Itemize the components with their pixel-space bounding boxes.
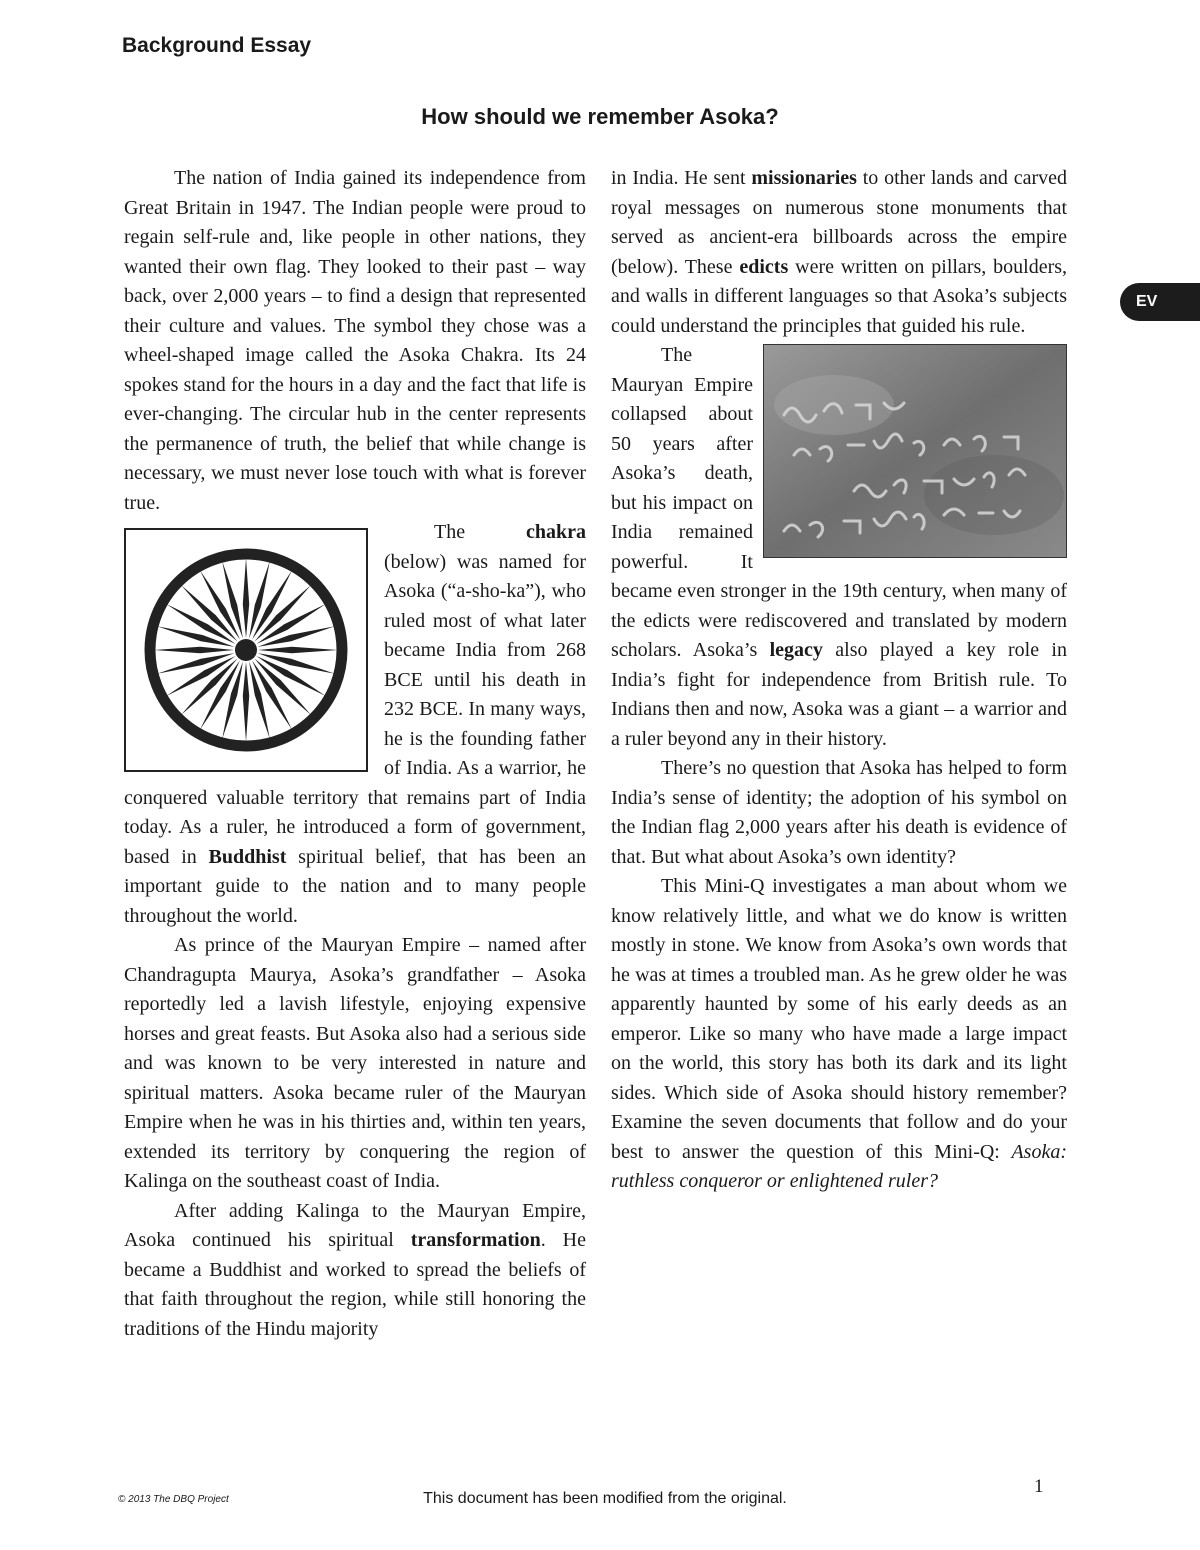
term-missionaries: missionaries xyxy=(751,167,857,189)
page-title: How should we remember Asoka? xyxy=(421,104,779,129)
chakra-spoke xyxy=(258,647,338,653)
page-number: 1 xyxy=(1034,1476,1044,1497)
chakra-text-e: spiritual belief, that has been an important guide to the nation and to many people throughout the world. xyxy=(124,845,587,927)
chakra-text-c: (below) was named for Asoka (“a-sho-ka”), who ruled most of what later became India from 268 BCE until his death in 232 BCE. In many ways, he is the founding father of India. As a warrior, he conquered valuable territory that remains part of India today. As a ruler, he introduced a form of government, based in xyxy=(124,550,586,868)
stone-inscription-icon xyxy=(764,345,1067,558)
modification-note: This document has been modified from the original. xyxy=(423,1490,787,1507)
left-column xyxy=(124,164,586,1344)
kalinga-text-a: After adding Kalinga to the Mauryan Empire, Asoka continued his spiritual xyxy=(124,1199,586,1251)
paragraph-missionaries xyxy=(611,164,1067,341)
paragraph-mini-q xyxy=(611,872,1067,1197)
chakra-text-a: The xyxy=(434,521,526,543)
chakra-spoke xyxy=(154,647,234,653)
paragraph-independence: The nation of India gained its independence from Great Britain in 1947. The Indian people were proud to regain self-rule and, like people in other nations, they wanted their own flag. They looked to their past – way back, over 2,000 years – to find a design that represented their culture and values. The symbol they chose was a wheel-shaped image called the Asoka Chakra. Its 24 spokes stand for the hours in a day and the fact that life is ever-changing. The circular hub in the center represents the permanence of truth, the belief that while change is necessary, we must never lose touch with what is forever true. xyxy=(124,167,586,514)
term-chakra: chakra xyxy=(526,521,586,543)
term-transformation: transformation xyxy=(410,1229,541,1251)
ev-side-tab: EV xyxy=(1120,283,1200,321)
term-buddhist: Buddhist xyxy=(208,845,287,868)
term-edicts: edicts xyxy=(739,255,789,278)
section-label: Background Essay xyxy=(122,34,312,57)
missionaries-text-c: to other lands and carved royal messages on numerous stone monuments that served as ancient-era billboards across the empire (below). These xyxy=(611,167,1067,278)
paragraph-chakra xyxy=(124,518,586,931)
chakra-wheel-icon xyxy=(126,530,366,770)
chakra-spoke xyxy=(243,662,249,742)
kalinga-text-c: . He became a Buddhist and worked to spread the beliefs of that faith throughout the region, while still honoring the traditions of the Hindu majority xyxy=(124,1229,587,1340)
paragraph-kalinga xyxy=(124,1197,586,1345)
copyright-notice: © 2013 The DBQ Project xyxy=(118,1494,229,1505)
mini-q-text-a: This Mini-Q investigates a man about whom we know relatively little, and what we do know is written mostly in stone. We know from Asoka’s own words that he was at times a troubled man. As he grew older he was apparently haunted by some of his early deeds as an emperor. Like so many who have made a large impact on the world, this story has both its dark and its light sides. Which side of Asoka should history remember? Examine the seven documents that follow and do your best to answer the question of this Mini-Q: xyxy=(611,875,1067,1163)
missionaries-text-e: were written on pillars, boulders, and walls in different languages so that Asoka’s subjects could understand the principles that guided his rule. xyxy=(611,255,1068,337)
asoka-chakra-image xyxy=(124,528,368,772)
paragraph-prince: As prince of the Mauryan Empire – named after Chandragupta Maurya, Asoka’s grandfather – Asoka reportedly led a lavish lifestyle, enjoying expensive horses and great feasts. But Asoka also had a serious side and was known to be very interested in nature and spiritual matters. Asoka became ruler of the Mauryan Empire when he was in his thirties and, within ten years, extended its territory by conquering the region of Kalinga on the southeast coast of India. xyxy=(124,934,586,1192)
chakra-spoke xyxy=(243,558,249,638)
mini-q-question: Asoka: ruthless conqueror or enlightened ruler? xyxy=(611,1140,1067,1192)
collapse-text-c: also played a key role in India’s fight for independence from British rule. To Indians then and now, Asoka was a giant – a warrior and a ruler beyond any in their history. xyxy=(611,639,1067,750)
term-legacy: legacy xyxy=(769,639,823,661)
right-column xyxy=(611,164,1067,1197)
collapse-text-a: The Mauryan Empire collapsed about 50 years after Asoka’s death, but his impact on India remained powerful. It became even stronger in the 19th century, when many of the edicts were rediscovered and translated by modern scholars. Asoka’s xyxy=(611,344,1067,661)
missionaries-text-a: in India. He sent xyxy=(611,167,752,189)
stone-edict-image xyxy=(763,344,1067,558)
paragraph-identity: There’s no question that Asoka has helped to form India’s sense of identity; the adoption of his symbol on the Indian flag 2,000 years after his death is evidence of that. But what about Asoka’s own identity? xyxy=(611,757,1067,868)
